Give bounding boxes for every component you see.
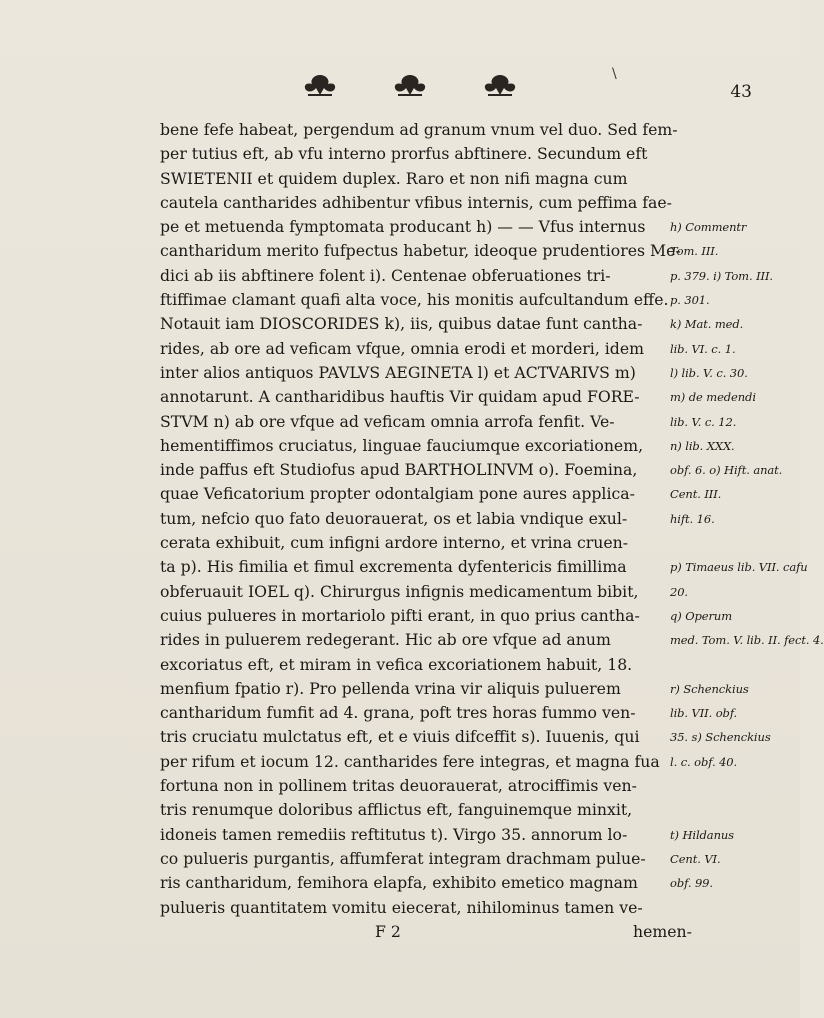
text-line — [0, 312, 800, 336]
marginal-note: k) Mat. med. — [670, 317, 744, 332]
marginal-note: p. 379. i) Tom. III. — [670, 268, 773, 283]
margin-tick-mark: \ — [612, 66, 617, 82]
text-line — [0, 215, 800, 239]
marginal-note: 20. — [670, 584, 688, 599]
marginal-note: Cent. VI. — [670, 851, 721, 866]
text-line — [0, 653, 800, 677]
text-line — [0, 167, 800, 191]
marginal-note: n) lib. XXX. — [670, 438, 735, 453]
text-line — [0, 580, 800, 604]
line-text: co pulueris purgantis, affumferat integram drachmam pulue- — [160, 848, 646, 868]
text-line — [0, 410, 800, 434]
marginal-note: obf. 6. o) Hift. anat. — [670, 463, 783, 478]
text-line — [0, 507, 800, 531]
marginal-note: q) Operum — [670, 608, 733, 623]
marginal-note: hift. 16. — [670, 511, 715, 526]
line-text: bene fefe habeat, pergendum ad granum vnum vel duo. Sed fem- — [160, 120, 678, 139]
marginal-note: lib. VII. obf. — [670, 706, 738, 721]
marginal-note: l. c. obf. 40. — [670, 754, 738, 769]
text-line — [0, 750, 800, 774]
text-line — [0, 774, 800, 798]
line-text: obferuauit IOEL q). Chirurgus infignis medicamentum bibit, — [160, 581, 639, 601]
text-line — [0, 725, 800, 749]
text-line — [0, 434, 800, 458]
header-ornaments — [300, 72, 520, 98]
text-line — [0, 701, 800, 725]
line-text: cantharidum fumfit ad 4. grana, poft tres horas fummo ven- — [160, 703, 636, 723]
line-text: rides, ab ore ad veficam vfque, omnia erodi et morderi, idem — [160, 338, 645, 358]
line-text: ris cantharidum, femihora elapfa, exhibito emetico magnam — [160, 873, 638, 893]
marginal-note: 35. s) Schenckius — [670, 730, 771, 745]
text-line — [0, 337, 800, 361]
line-text: tris renumque doloribus afflictus eft, fanguinemque minxit, — [160, 800, 633, 820]
marginal-note: Cent. III. — [670, 487, 722, 502]
marginal-note: med. Tom. V. lib. II. fect. 4. — [670, 633, 824, 648]
text-line — [0, 288, 800, 312]
text-line — [0, 555, 808, 579]
line-text: dici ab iis abftinere folent i). Centenae obferuationes tri- — [160, 265, 611, 285]
marginal-note: p) Timaeus lib. VII. cafu — [670, 560, 808, 575]
text-line — [0, 458, 800, 482]
text-line — [0, 361, 800, 385]
catchword: hemen- — [633, 921, 692, 941]
text-line — [0, 239, 800, 263]
line-text: annotarunt. A cantharidibus hauftis Vir quidam apud FORE- — [160, 387, 640, 407]
signature-line — [0, 920, 800, 944]
text-line — [0, 142, 800, 166]
signature-mark: F 2 — [375, 921, 401, 941]
marginal-note: h) Commentr — [670, 220, 747, 235]
text-line — [0, 531, 800, 555]
text-line — [0, 847, 800, 871]
line-text: menfium fpatio r). Pro pellenda vrina vir aliquis puluerem — [160, 678, 621, 698]
text-line — [0, 118, 800, 142]
text-line — [0, 604, 800, 628]
line-text: tris cruciatu mulctatus eft, et e viuis difceffit s). Iuuenis, qui — [160, 727, 640, 747]
body-text — [0, 118, 824, 944]
line-text: per rifum et iocum 12. cantharides fere integras, et magna fua — [160, 751, 660, 771]
text-line — [0, 798, 800, 822]
line-text: cautela cantharides adhibentur vfibus internis, cum peffima fae- — [160, 192, 672, 212]
line-text: inde paffus eft Studiofus apud BARTHOLINVM o). Foemina, — [160, 460, 638, 480]
text-line — [0, 264, 800, 288]
line-text: pulueris quantitatem vomitu eiecerat, nihilominus tamen ve- — [160, 897, 643, 917]
fleuron-icon — [480, 72, 520, 98]
line-text: Notauit iam DIOSCORIDES k), iis, quibus datae funt cantha- — [160, 314, 643, 334]
line-text: STVM n) ab ore vfque ad veficam omnia arrofa fenfit. Ve- — [160, 411, 615, 431]
line-text: ta p). His fimilia et fimul excrementa dyfentericis fimillima — [160, 557, 627, 577]
page-number: 43 — [730, 82, 752, 102]
text-line — [0, 677, 800, 701]
text-line — [0, 823, 800, 847]
text-line — [0, 482, 800, 506]
line-text: ftiffimae clamant quafi alta voce, his monitis aufcultandum effe. — [160, 290, 669, 310]
line-text: rides in puluerem redegerant. Hic ab ore vfque ad anum — [160, 630, 611, 650]
marginal-note: obf. 99. — [670, 876, 713, 891]
fleuron-icon — [390, 72, 430, 98]
text-line — [0, 871, 800, 895]
line-text: tum, nefcio quo fato deuorauerat, os et labia vndique exul- — [160, 508, 628, 528]
line-text: quae Veficatorium propter odontalgiam pone aures applica- — [160, 484, 635, 504]
text-line — [0, 191, 800, 215]
line-text: pe et metuenda fymptomata producant h) — — Vfus internus — [160, 217, 646, 237]
marginal-note: lib. V. c. 12. — [670, 414, 737, 429]
line-text: inter alios antiquos PAVLVS AEGINETA l) et ACTVARIVS m) — [160, 362, 636, 382]
line-text: fortuna non in pollinem tritas deuorauerat, atrociffimis ven- — [160, 776, 637, 796]
fleuron-icon — [300, 72, 340, 98]
text-line — [0, 628, 824, 652]
marginal-note: Tom. III. — [670, 244, 719, 259]
line-text: cantharidum merito fufpectus habetur, ideoque prudentiores Me- — [160, 241, 681, 261]
line-text: SWIETENII et quidem duplex. Raro et non nifi magna cum — [160, 168, 628, 188]
marginal-note: t) Hildanus — [670, 827, 734, 842]
marginal-note: p. 301. — [670, 293, 710, 308]
line-text: cerata exhibuit, cum infigni ardore interno, et vrina cruen- — [160, 533, 629, 553]
marginal-note: l) lib. V. c. 30. — [670, 365, 748, 380]
text-line — [0, 896, 800, 920]
marginal-note: m) de medendi — [670, 390, 756, 405]
marginal-note: lib. VI. c. 1. — [670, 341, 736, 356]
line-text: per tutius eft, ab vfu interno prorfus abftinere. Secundum eft — [160, 144, 648, 164]
line-text: idoneis tamen remediis reftitutus t). Virgo 35. annorum lo- — [160, 824, 628, 844]
line-text: hementiffimos cruciatus, linguae fauciumque excoriationem, — [160, 435, 644, 455]
text-line — [0, 385, 800, 409]
marginal-note: r) Schenckius — [670, 681, 749, 696]
line-text: excoriatus eft, et miram in vefica excoriationem habuit, 18. — [160, 654, 633, 674]
line-text: cuius pulueres in mortariolo pifti erant, in quo prius cantha- — [160, 605, 640, 625]
